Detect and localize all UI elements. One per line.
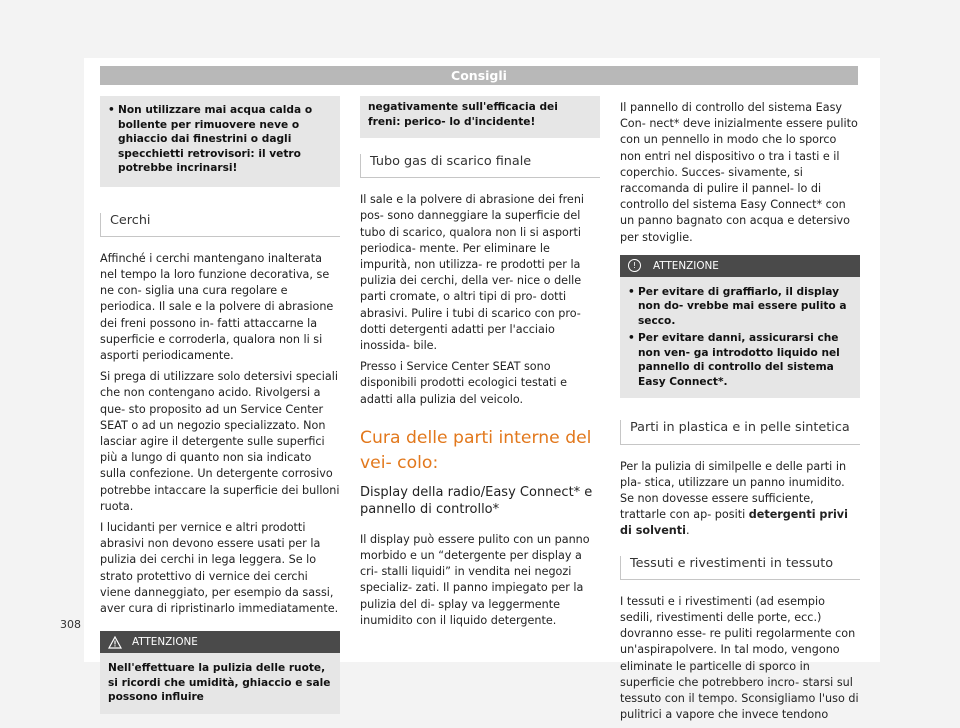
paragraph: Presso i Service Center SEAT sono disponibili prodotti ecologici testati e adatti alla pulizia del veicolo. [360,360,567,406]
warning-header [620,255,860,277]
chapter-title: Cura delle parti interne del vei- colo: [360,427,592,473]
bullet: • [628,285,635,298]
warning-triangle-icon [108,635,122,649]
bullet: • [628,332,635,345]
paragraph: Il display può essere pulito con un panno morbido e un “detergente per display a cri- stalli liquidi” in vendita nei negozi specializ- zati. Il panno impiegato per la pulizia del di- splay va leggermente inumidito con il liquido detergente. [360,532,590,627]
section-title-tubo: Tubo gas di scarico finale [360,154,600,178]
warning-label: ATTENZIONE [653,259,719,272]
column-1 [100,96,340,714]
warning-body [620,277,860,399]
warning-body: Nell'effettuare la pulizia delle ruote, si ricordi che umidità, ghiaccio e sale possono influire [100,653,340,714]
paragraph: Per la pulizia di similpelle e delle parti in pla- stica, utilizzare un panno inumidito. Se non dovesse essere sufficiente, trattarle con ap- positi detergenti privi di solventi. [620,459,848,538]
note-text: Non utilizzare mai acqua calda o bollente per rimuovere neve o ghiaccio dai finestrini o dagli specchietti retrovisori: il vetro potrebbe incrinarsi! [118,104,313,174]
section-title-tessuti: Tessuti e rivestimenti in tessuto [620,556,860,580]
paragraph: Affinché i cerchi mantengano inalterata nel tempo la loro funzione decorativa, se ne con- siglia una cura regolare e periodica. Il sale e la polvere di abrasione dei freni possono in- fatti attaccarne la superficie e corroderla, qualora non li si asporti periodicamente. [100,251,334,362]
warning-item: Per evitare di graffiarlo, il display non do- vrebbe mai essere pulito a secco. [638,285,847,327]
info-circle-icon: ! [628,259,641,272]
column-3 [620,96,860,728]
section-title-cerchi: Cerchi [100,213,340,237]
bullet: • [108,104,115,116]
page-header: Consigli [100,66,858,85]
column-2 [360,96,600,634]
note-box [100,96,340,187]
warning-item: Per evitare danni, assicurarsi che non ven- ga introdotto liquido nel pannello di controllo del sistema Easy Connect*. [638,332,840,388]
paragraph: Il sale e la polvere di abrasione dei freni pos- sono danneggiare la superficie del tubo di scarico, qualora non li si asporti periodica- mente. Per eliminare le impurità, non utilizza- re prodotti per la pulizia dei cerchi, della ver- nice o delle parti cromate, o altri tipi di pro- dotti abrasivi. Pulire i tubi di scarico con pro- dotti detergenti adatti per l'acciaio inossida- bile. [360,193,585,353]
subsection-title: Display della radio/Easy Connect* e pannello di controllo* [360,484,593,517]
paragraph: Si prega di utilizzare solo detersivi speciali che non contengano acido. Rivolgersi a que- sto proposito ad un Service Center SEAT o ad un negozio specializzato. Non lasciar agire il detergente sulle superfici più a lungo di quanto non sia indicato sulla confezione. Un detergente corrosivo potrebbe intaccare la superficie dei bulloni ruota. [100,370,340,513]
warning-continued: negativamente sull'efficacia dei freni: perico- lo d'incidente! [360,96,600,138]
warning-header [100,631,340,653]
paragraph: I tessuti e i rivestimenti (ad esempio sedili, rivestimenti delle porte, ecc.) dovranno esse- re puliti regolarmente con un'aspirapolvere. In tal modo, vengono eliminate le particelle di sporco in superficie che potrebbero incro- starsi sul tessuto con il tempo. Sconsigliamo l'uso di pulitrici a vapore che invece tendono [620,594,859,722]
paragraph: I lucidanti per vernice e altri prodotti abrasivi non devono essere usati per la pulizia dei cerchi in lega leggera. Se lo strato protettivo di vernice dei cerchi viene danneggiato, per esempio da sassi, aver cura di ripristinarlo immediatamente. [100,520,339,615]
section-title-plastica: Parti in plastica e in pelle sintetica [620,420,860,444]
bold-term: detergenti privi di solventi [620,508,848,538]
page-number: 308 [60,618,81,631]
paragraph: Il pannello di controllo del sistema Easy Con- nect* deve inizialmente essere pulito con un pennello in modo che lo sporco non entri nel dispositivo o tra i tasti e il coperchio. Succes- sivamente, si raccomanda di pulire il pannel- lo di controllo del sistema Easy Connect* con un panno bagnato con acqua e detersivo per stoviglie. [620,101,858,244]
warning-label: ATTENZIONE [132,636,198,649]
